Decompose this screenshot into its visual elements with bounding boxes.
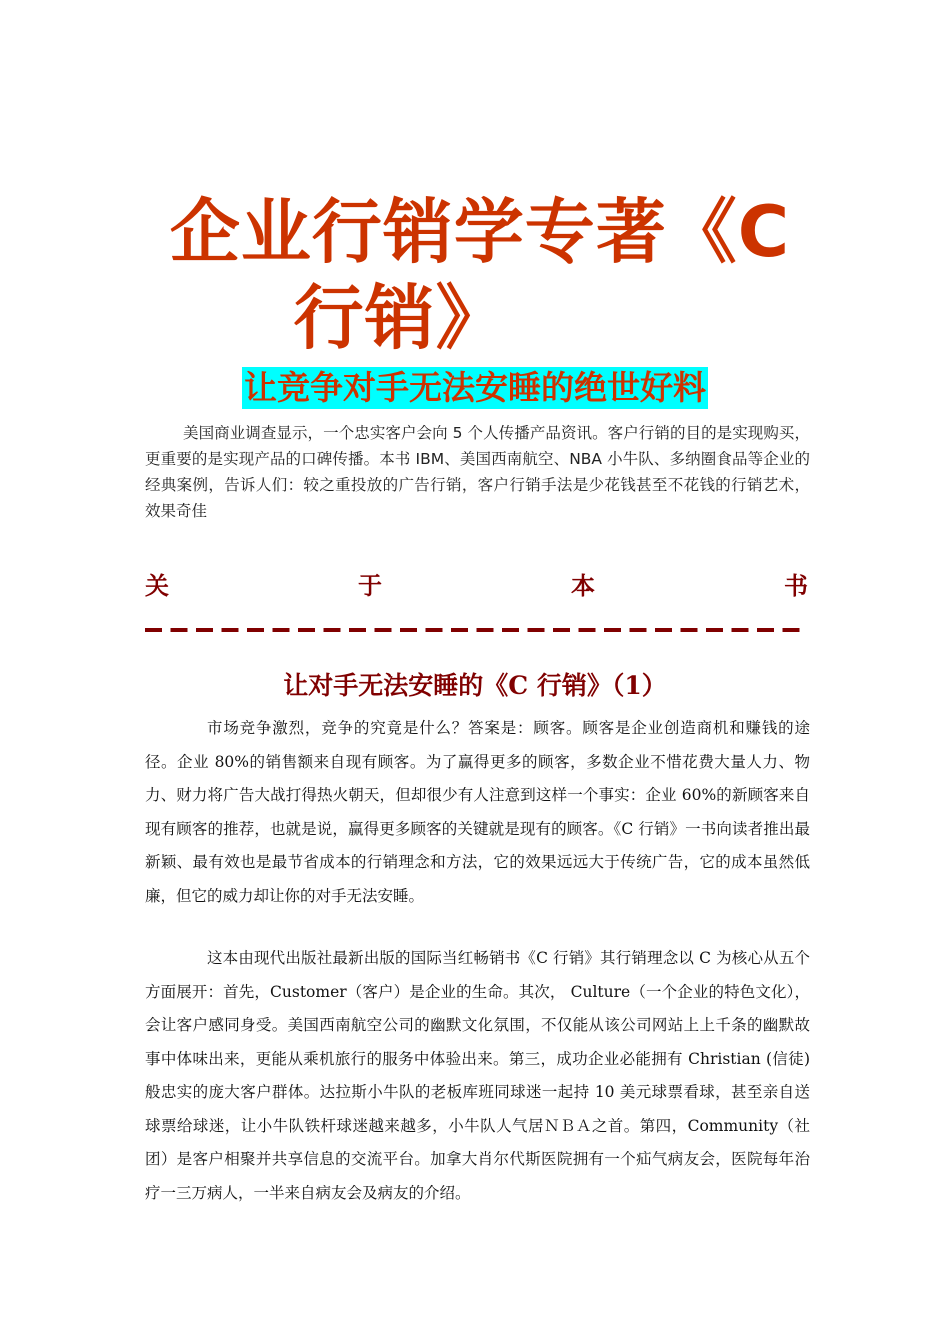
section-title: 让对手无法安睡的《C 行销》（1） [283,671,667,700]
about-book-heading [145,570,808,602]
body-paragraph-2: 这本由现代出版社最新出版的国际当红畅销书《C 行销》其行销理念以 C 为核心从五个方面展开：首先，Customer（客户）是企业的生命。其次， Culture（一个企业的特色文化），会让客户感同身受。美国西南航空公司的幽默文化氛围，不仅能从该公司网站上上千条的幽默故事中体味出来，更能从乘机旅行的服务中体验出来。第三，成功企业必能拥有 Christian (信徒)般忠实的庞大客户群体。达拉斯小牛队的老板库班同球迷一起持 10 美元球票看球，甚至亲自送球票给球迷，让小牛队铁杆球迷越来越多，小牛队人气居ＮＢＡ之首。第四，Community（社团）是客户相聚并共享信息的交流平台。加拿大肖尔代斯医院拥有一个疝气病友会，医院每年治疗一三万病人，一半来自病友会及病友的介绍。 [145,949,810,1202]
about-char-1: 关 [145,571,169,600]
about-char-4: 书 [784,571,808,600]
about-char-2: 于 [358,571,382,600]
section-divider [145,628,808,632]
document-subtitle: 让竞争对手无法安睡的绝世好料 [244,368,706,407]
document-title-line2: 行销》 [293,277,507,359]
subtitle-container [0,367,950,409]
body-paragraph-1: 市场竞争激烈，竞争的究竟是什么？答案是：顾客。顾客是企业创造商机和赚钱的途径。企业 80%的销售额来自现有顾客。为了赢得更多的顾客，多数企业不惜花费大量人力、物力、财力将广告大战打得热火朝天，但却很少有人注意到这样一个事实：企业 60%的新顾客来自现有顾客的推荐，也就是说，赢得更多顾客的关键就是现有的顾客。《C 行销》一书向读者推出最新颖、最有效也是最节省成本的行销理念和方法，它的效果远远大于传统广告，它的成本虽然低廉，但它的威力却让你的对手无法安睡。 [145,719,810,905]
about-char-3: 本 [571,571,595,600]
document-title-line1: 企业行销学专著《C [169,191,791,273]
intro-paragraph: 美国商业调查显示，一个忠实客户会向 5 个人传播产品资讯。客户行销的目的是实现购买，更重要的是实现产品的口碑传播。本书 IBM、美国西南航空、NBA 小牛队、多纳圈食品等企业的经典案例，告诉人们：较之重投放的广告行销，客户行销手法是少花钱甚至不花钱的行销艺术，效果奇佳 [145,424,810,520]
